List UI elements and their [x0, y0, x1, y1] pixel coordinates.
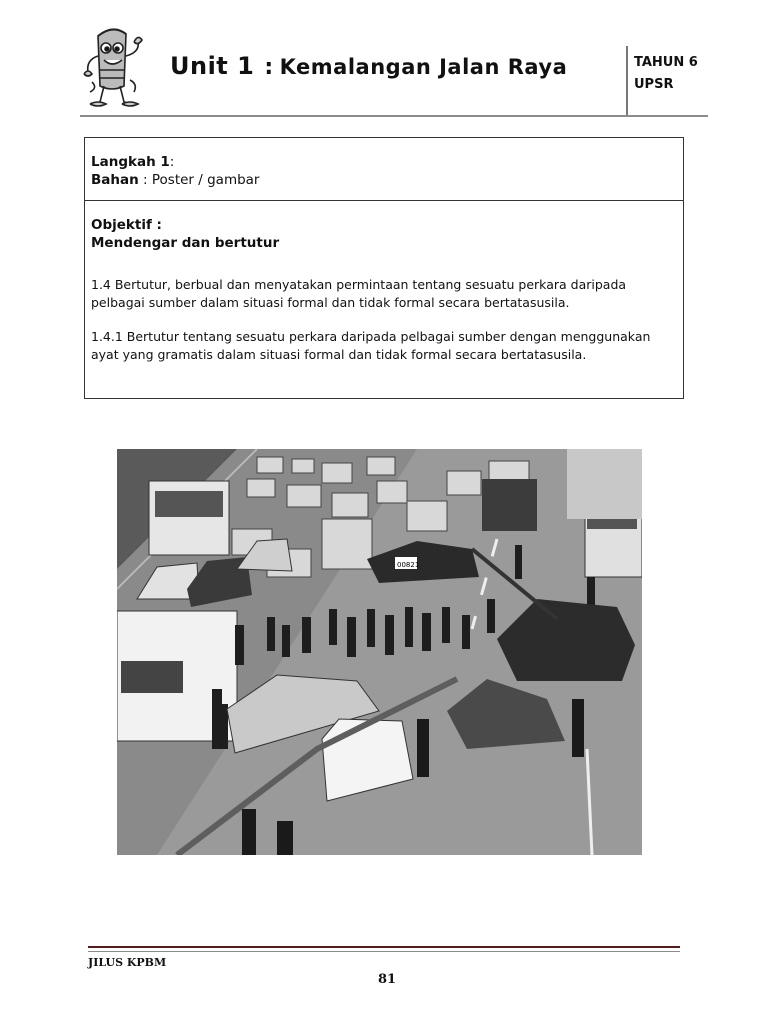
langkah-colon: : [169, 154, 175, 170]
objektif-label: Objektif : [91, 217, 162, 233]
pencil-mascot-icon [80, 22, 146, 110]
lesson-info-box [84, 137, 684, 399]
objective-paragraph-1: 1.4 Bertutur, berbual dan menyatakan permintaan tentang sesuatu perkara daripada pelbagai sumber dalam situasi formal dan tidak formal secara bertatasusila. [91, 277, 627, 310]
bahan-label: Bahan [91, 172, 139, 188]
footer-rule [88, 946, 680, 948]
level-exam: UPSR [634, 77, 674, 92]
police-car-number: 00821 [397, 561, 420, 569]
page-number: 81 [378, 972, 397, 987]
bahan-value: : Poster / gambar [138, 172, 260, 188]
header-vertical-divider [626, 46, 628, 116]
footer-label: JILUS KPBM [88, 956, 167, 969]
header-horizontal-rule [80, 115, 708, 117]
objective-paragraph-2: 1.4.1 Bertutur tentang sesuatu perkara daripada pelbagai sumber dengan menggunakan ayat yang gramatis dalam situasi formal dan tidak formal secara bertatasusila. [91, 329, 651, 362]
langkah-section [91, 153, 259, 189]
unit-label: Unit 1 [170, 52, 255, 80]
unit-topic: Kemalangan Jalan Raya [279, 55, 568, 79]
level-label [634, 52, 698, 96]
objektif-section [91, 216, 279, 252]
footer-rule-thin [88, 951, 680, 952]
info-box-divider [85, 200, 683, 201]
road-accident-photo [117, 449, 642, 855]
langkah-label: Langkah 1 [91, 154, 170, 170]
unit-title [170, 52, 567, 80]
level-year: TAHUN 6 [634, 55, 698, 70]
objektif-subtitle: Mendengar dan bertutur [91, 235, 280, 251]
title-separator: : [264, 55, 274, 80]
